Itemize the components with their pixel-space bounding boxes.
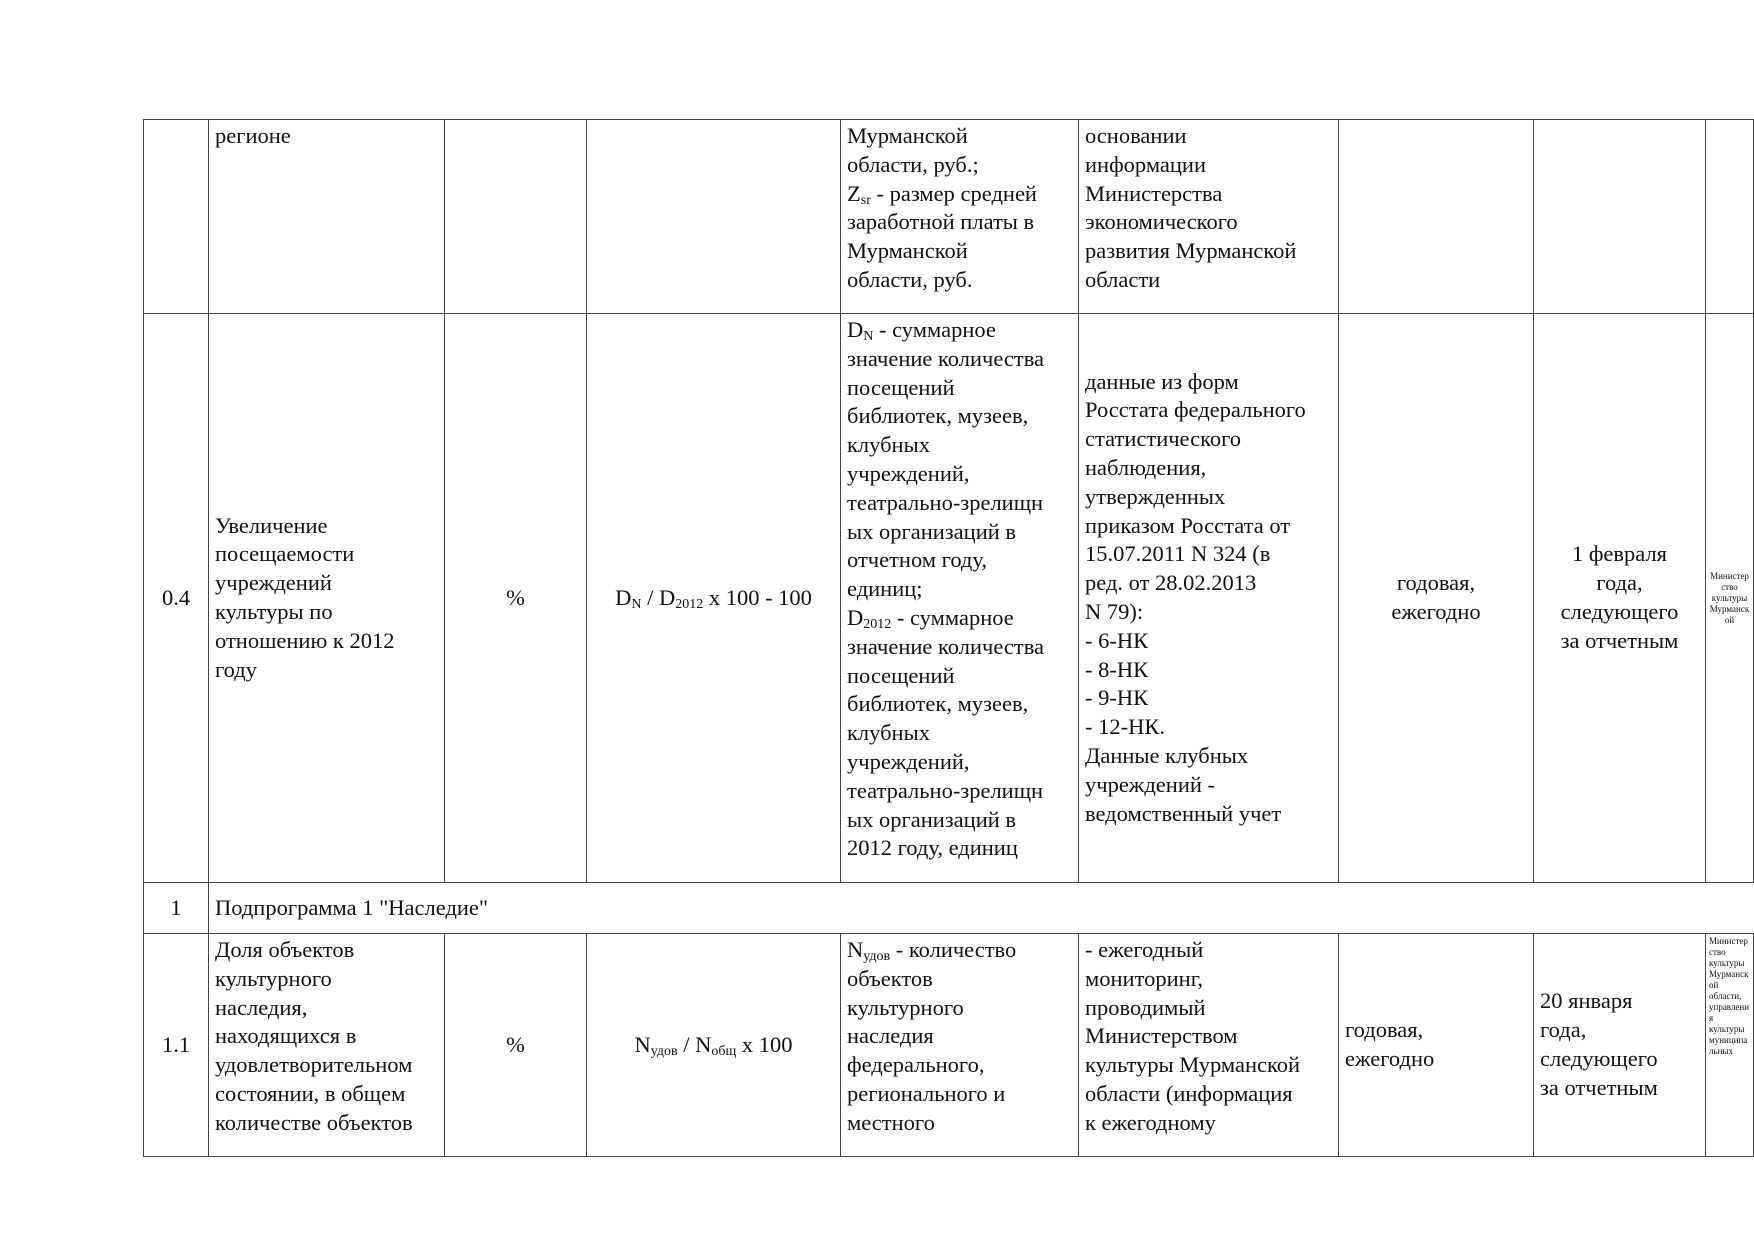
variables <box>841 314 1079 883</box>
indicators-table <box>143 119 1754 1157</box>
variables-text: Мурманской области, руб.; <box>847 123 979 177</box>
formula-part: D <box>615 584 632 610</box>
unit <box>445 120 587 314</box>
formula <box>587 314 841 883</box>
formula-part: N <box>634 1031 651 1057</box>
variables <box>841 120 1079 314</box>
row-number <box>144 120 209 314</box>
formula-subscript: общ <box>711 1043 737 1059</box>
table-row <box>144 314 1754 883</box>
indicator-name: регионе <box>209 120 445 314</box>
data-source: основании информации Министерства экономического развития Мурманской области <box>1079 120 1339 314</box>
responsible <box>1706 120 1754 314</box>
table-row <box>144 120 1754 314</box>
deadline <box>1534 120 1706 314</box>
period: годовая, ежегодно <box>1339 934 1534 1157</box>
var-symbol: N <box>847 937 864 962</box>
section-row <box>144 883 1754 934</box>
indicator-name: Доля объектов культурного наследия, находящихся в удовлетворительном состоянии, в общем количестве объектов <box>209 934 445 1157</box>
deadline: 20 января года, следующего за отчетным <box>1534 934 1706 1157</box>
variables-text: - количество объектов культурного наследия федерального, регионального и местного <box>847 937 1017 1135</box>
formula <box>587 934 841 1157</box>
formula <box>587 120 841 314</box>
formula-part: / N <box>677 1031 712 1057</box>
period: годовая, ежегодно <box>1339 314 1534 883</box>
row-number: 0.4 <box>144 314 209 883</box>
data-source: данные из форм Росстата федерального статистического наблюдения, утвержденных приказом Росстата от 15.07.2011 N 324 (в ред. от 28.02.2013 N 79): - 6-НК - 8-НК - 9-НК - 12-НК. Данные клубных учреждений - ведомственный учет <box>1079 314 1339 883</box>
formula-subscript: 2012 <box>675 596 704 612</box>
section-title: Подпрограмма 1 "Наследие" <box>209 883 1754 934</box>
var-subscript: sr <box>860 192 871 208</box>
responsible: Министерство культуры Мурманской <box>1706 314 1754 883</box>
formula-part: x 100 - 100 <box>703 584 812 610</box>
indicator-name: Увеличение посещаемости учреждений культуры по отношению к 2012 году <box>209 314 445 883</box>
var-subscript: удов <box>863 949 891 964</box>
formula-part: x 100 <box>736 1031 793 1057</box>
var-symbol: D <box>847 317 864 342</box>
variables-text: - суммарное значение количества посещений библиотек, музеев, клубных учреждений, театрально-зрелищн ых организаций в 2012 году, единиц <box>847 604 1045 861</box>
row-number: 1.1 <box>144 934 209 1157</box>
var-subscript: 2012 <box>863 616 892 632</box>
formula-subscript: N <box>631 596 642 612</box>
unit: % <box>445 934 587 1157</box>
var-symbol: Z <box>847 180 861 206</box>
responsible: Министерство культуры Мурманской области, управления культуры муниципальных <box>1706 934 1754 1157</box>
period <box>1339 120 1534 314</box>
formula-part: / D <box>641 584 676 610</box>
var-symbol: D <box>847 604 864 630</box>
deadline: 1 февраля года, следующего за отчетным <box>1534 314 1706 883</box>
row-number: 1 <box>144 883 209 934</box>
data-source: - ежегодный мониторинг, проводимый Министерством культуры Мурманской области (информация к ежегодному <box>1079 934 1339 1157</box>
variables-text: - размер средней заработной платы в Мурманской области, руб. <box>847 180 1037 292</box>
var-subscript: N <box>863 329 874 344</box>
formula-subscript: удов <box>650 1043 678 1059</box>
variables <box>841 934 1079 1157</box>
table-row <box>144 934 1754 1157</box>
unit: % <box>445 314 587 883</box>
variables-text: - суммарное значение количества посещений библиотек, музеев, клубных учреждений, театрально-зрелищн ых организаций в отчетном году, единиц; <box>847 317 1045 602</box>
